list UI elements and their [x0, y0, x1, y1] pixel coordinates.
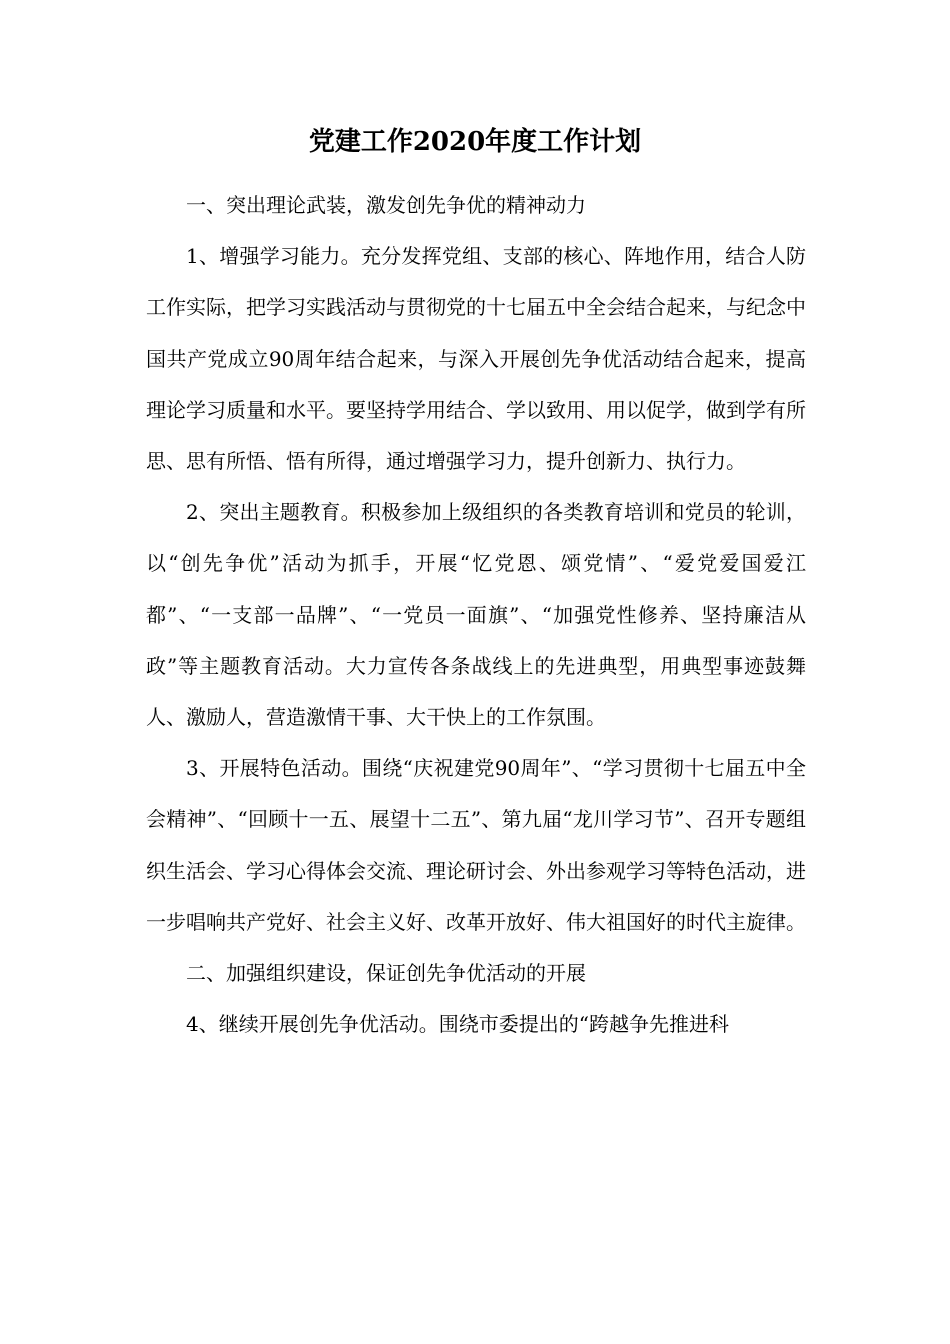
- paragraph: 1、增强学习能力。充分发挥党组、支部的核心、阵地作用，结合人防工作实际，把学习实践活动与贯彻党的十七届五中全会结合起来，与纪念中国共产党成立90周年结合起来，与深入开展创先争优活动结合起来，提高理论学习质量和水平。要坚持学用结合、学以致用、用以促学，做到学有所思、思有所悟、悟有所得，通过增强学习力，提升创新力、执行力。: [146, 244, 806, 474]
- section-heading: 一、突出理论武装，激发创先争优的精神动力: [186, 193, 586, 217]
- document-title: 党建工作2020年度工作计划: [308, 127, 642, 157]
- paragraph: 3、开展特色活动。围绕“庆祝建党90周年”、“学习贯彻十七届五中全会精神”、“回顾十一五、展望十二五”、第九届“龙川学习节”、召开专题组织生活会、学习心得体会交流、理论研讨会、外出参观学习等特色活动，进一步唱响共产党好、社会主义好、改革开放好、伟大祖国好的时代主旋律。: [146, 756, 806, 934]
- paragraph: 2、突出主题教育。积极参加上级组织的各类教育培训和党员的轮训，以“创先争优”活动为抓手，开展“忆党恩、颂党情”、“爱党爱国爱江都”、“一支部一品牌”、“一党员一面旗”、“加强党性修养、坚持廉洁从政”等主题教育活动。大力宣传各条战线上的先进典型，用典型事迹鼓舞人、激励人，营造激情干事、大干快上的工作氛围。: [146, 500, 806, 730]
- document-body: [146, 180, 806, 1050]
- section-heading: 二、加强组织建设，保证创先争优活动的开展: [186, 961, 586, 986]
- paragraph: 4、继续开展创先争优活动。围绕市委提出的“跨越争先推进科: [186, 1012, 729, 1037]
